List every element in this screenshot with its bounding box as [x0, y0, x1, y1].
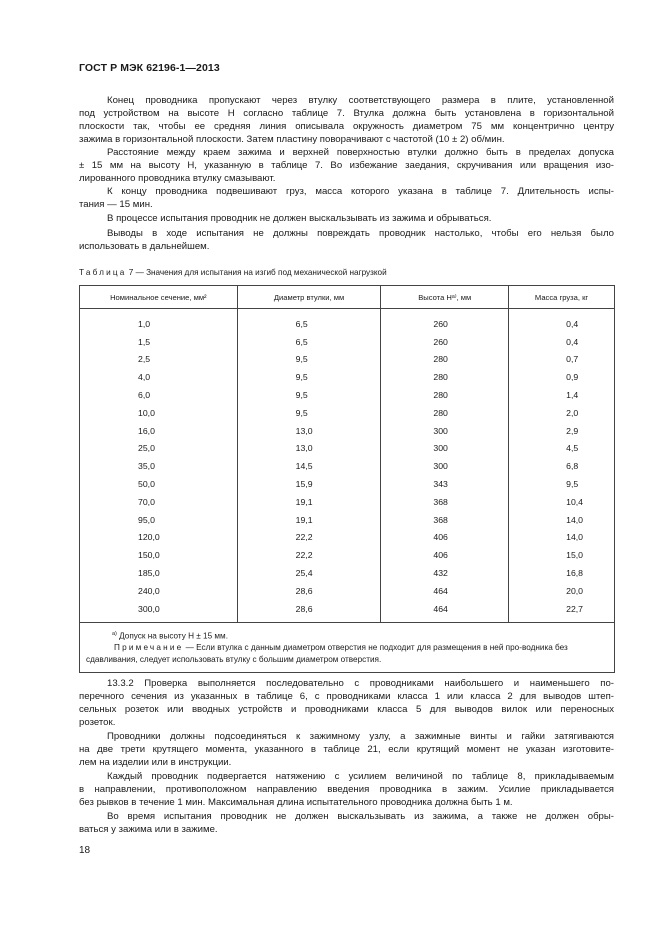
paragraph-intro-5	[79, 227, 614, 253]
text-line: розеток.	[79, 717, 116, 729]
table-bending-test-values	[79, 285, 615, 673]
paragraph-intro-4	[79, 212, 614, 225]
cell-height: 368	[381, 493, 509, 511]
cell-bushing-diameter: 22,2	[237, 529, 381, 547]
cell-cross-section: 10,0	[80, 404, 238, 422]
cell-mass: 16,8	[509, 564, 615, 582]
cell-cross-section: 16,0	[80, 422, 238, 440]
table-row	[80, 333, 615, 351]
cell-height: 260	[381, 333, 509, 351]
cell-bushing-diameter: 9,5	[237, 404, 381, 422]
cell-cross-section: 95,0	[80, 511, 238, 529]
text-line: ваться у зажима или в зажиме.	[79, 824, 218, 836]
note-text: — Если втулка с данным диаметром отверстия не подходит для размещения в ней про-водника без сдавливания, следует использовать втулку с большим диаметром отверстия.	[86, 643, 568, 665]
cell-cross-section: 50,0	[80, 475, 238, 493]
table-row	[80, 564, 615, 582]
column-header-height: Высота Hᵃ⁾, мм	[381, 286, 509, 309]
paragraph-intro-2	[79, 146, 614, 185]
cell-cross-section: 185,0	[80, 564, 238, 582]
table-row	[80, 511, 615, 529]
cell-mass: 14,0	[509, 529, 615, 547]
cell-bushing-diameter: 9,5	[237, 386, 381, 404]
cell-bushing-diameter: 25,4	[237, 564, 381, 582]
paragraph-section-4	[79, 810, 614, 836]
table-header-row	[80, 286, 615, 309]
cell-cross-section: 300,0	[80, 600, 238, 622]
table-notes	[80, 622, 615, 673]
cell-mass: 14,0	[509, 511, 615, 529]
table-row	[80, 440, 615, 458]
cell-height: 406	[381, 546, 509, 564]
cell-mass: 4,5	[509, 440, 615, 458]
text-line: без рывков в течение 1 мин. Максимальная длина испытательного проводника должна быть 1 м.	[79, 797, 513, 809]
table-row	[80, 309, 615, 333]
cell-cross-section: 120,0	[80, 529, 238, 547]
text-line: на две трети крутящего момента, указанного в таблице 21, если крутящий момент не указан изготовите-	[79, 744, 614, 756]
table-row	[80, 600, 615, 622]
text-line: Во время испытания проводник не должен выскальзывать из зажима, а также не должен обры-	[107, 811, 614, 822]
cell-bushing-diameter: 28,6	[237, 582, 381, 600]
cell-height: 406	[381, 529, 509, 547]
table-body	[80, 309, 615, 623]
table-row	[80, 351, 615, 369]
text-line: лем на изделии или в инструкции.	[79, 757, 232, 769]
text-line: под устройством на высоте H согласно таблице 7. Втулка должна быть установлена в горизонтальной	[79, 108, 614, 120]
cell-mass: 22,7	[509, 600, 615, 622]
cell-height: 300	[381, 440, 509, 458]
cell-height: 343	[381, 475, 509, 493]
text-line: в направлении, противоположном направлению введения проводника в зажим. Усилие прикладывается	[79, 784, 614, 796]
table-row	[80, 529, 615, 547]
table-row	[80, 457, 615, 475]
cell-cross-section: 6,0	[80, 386, 238, 404]
column-header-cross-section: Номинальное сечение, мм²	[80, 286, 238, 309]
table-row	[80, 546, 615, 564]
cell-height: 260	[381, 309, 509, 333]
cell-cross-section: 70,0	[80, 493, 238, 511]
cell-bushing-diameter: 6,5	[237, 333, 381, 351]
document-header: ГОСТ Р МЭК 62196-1—2013	[79, 62, 220, 74]
paragraph-intro-1	[79, 94, 614, 146]
cell-height: 300	[381, 457, 509, 475]
paragraph-section-1	[79, 677, 614, 729]
cell-bushing-diameter: 13,0	[237, 422, 381, 440]
text-line: сельных розеток или вводных устройств и проводниками класса 5 для выводов вилок или переносных	[79, 704, 614, 716]
cell-height: 432	[381, 564, 509, 582]
text-line: Конец проводника пропускают через втулку соответствующего размера в плите, установленной	[107, 95, 614, 106]
cell-mass: 1,4	[509, 386, 615, 404]
text-line: Выводы в ходе испытания не должны повреждать проводник настолько, чтобы его нельзя было	[107, 228, 614, 239]
table-row	[80, 386, 615, 404]
column-header-bushing-diameter: Диаметр втулки, мм	[237, 286, 381, 309]
cell-bushing-diameter: 14,5	[237, 457, 381, 475]
table-row	[80, 404, 615, 422]
cell-bushing-diameter: 22,2	[237, 546, 381, 564]
column-header-mass: Масса груза, кг	[509, 286, 615, 309]
cell-bushing-diameter: 19,1	[237, 511, 381, 529]
cell-cross-section: 2,5	[80, 351, 238, 369]
text-line: лированного проводника втулку смазывают.	[79, 173, 276, 185]
cell-mass: 10,4	[509, 493, 615, 511]
cell-cross-section: 1,5	[80, 333, 238, 351]
text-line: Расстояние между краем зажима и верхней поверхностью втулки должно быть в пределах допуска	[107, 147, 614, 158]
text-line: тания — 15 мин.	[79, 199, 153, 211]
cell-height: 280	[381, 404, 509, 422]
cell-height: 280	[381, 368, 509, 386]
cell-bushing-diameter: 6,5	[237, 309, 381, 333]
cell-mass: 15,0	[509, 546, 615, 564]
table-row	[80, 422, 615, 440]
page-number: 18	[79, 845, 91, 856]
cell-bushing-diameter: 13,0	[237, 440, 381, 458]
cell-height: 464	[381, 600, 509, 622]
table-footnote	[86, 628, 608, 643]
text-line: перечного сечения из указанных в таблице 6, с проводниками класса 1 или класса 2 для выводов штеп-	[79, 691, 614, 703]
table-caption-title: 7 — Значения для испытания на изгиб под механической нагрузкой	[126, 268, 387, 277]
cell-cross-section: 150,0	[80, 546, 238, 564]
cell-mass: 6,8	[509, 457, 615, 475]
cell-bushing-diameter: 19,1	[237, 493, 381, 511]
cell-bushing-diameter: 28,6	[237, 600, 381, 622]
cell-bushing-diameter: 9,5	[237, 351, 381, 369]
note-label: Примечание	[114, 643, 184, 653]
table-note	[86, 642, 608, 666]
cell-bushing-diameter: 15,9	[237, 475, 381, 493]
cell-height: 300	[381, 422, 509, 440]
cell-mass: 9,5	[509, 475, 615, 493]
cell-height: 368	[381, 511, 509, 529]
text-line: плоскости так, чтобы ее средняя линия описывала окружность диаметром 75 мм концентрично центру	[79, 121, 614, 133]
footnote-text: Допуск на высоту H ± 15 мм.	[116, 631, 228, 641]
cell-cross-section: 25,0	[80, 440, 238, 458]
table-footer-row	[80, 622, 615, 673]
cell-mass: 0,4	[509, 333, 615, 351]
cell-cross-section: 1,0	[80, 309, 238, 333]
table-row	[80, 475, 615, 493]
paragraph-intro-3	[79, 185, 614, 211]
text-line: ± 15 мм на высоту H, указанную в таблице 7. Во избежание заедания, скручивания или вращения изо-	[79, 160, 614, 172]
text-line: В процессе испытания проводник не должен выскальзывать из зажима и обрываться.	[107, 213, 492, 224]
text-line: использовать в дальнейшем.	[79, 241, 210, 253]
cell-bushing-diameter: 9,5	[237, 368, 381, 386]
text-line: Каждый проводник подвергается натяжению с усилием величиной по таблице 8, прикладываемым	[107, 771, 614, 782]
table-caption-label: Таблица	[79, 268, 127, 277]
cell-cross-section: 35,0	[80, 457, 238, 475]
cell-mass: 20,0	[509, 582, 615, 600]
cell-mass: 0,7	[509, 351, 615, 369]
paragraph-section-2	[79, 730, 614, 769]
cell-cross-section: 240,0	[80, 582, 238, 600]
text-line: 13.3.2 Проверка выполняется последовательно с проводниками наибольшего и наименьшего по-	[107, 678, 614, 689]
table-row	[80, 582, 615, 600]
text-line: зажима в горизонтальной плоскости. Затем пластину поворачивают с частотой (10 ± 2) об/мин.	[79, 134, 505, 146]
cell-height: 280	[381, 386, 509, 404]
table-caption	[79, 268, 387, 277]
paragraph-section-3	[79, 770, 614, 809]
cell-height: 280	[381, 351, 509, 369]
cell-mass: 2,0	[509, 404, 615, 422]
cell-mass: 0,4	[509, 309, 615, 333]
cell-mass: 2,9	[509, 422, 615, 440]
cell-cross-section: 4,0	[80, 368, 238, 386]
table-row	[80, 493, 615, 511]
text-line: К концу проводника подвешивают груз, масса которого указана в таблице 7. Длительность испы-	[107, 186, 614, 197]
footnote-mark: a)	[112, 630, 117, 637]
cell-mass: 0,9	[509, 368, 615, 386]
cell-height: 464	[381, 582, 509, 600]
text-line: Проводники должны подсоединяться к зажимному узлу, а зажимные винты и гайки затягиваются	[107, 731, 614, 742]
table-row	[80, 368, 615, 386]
